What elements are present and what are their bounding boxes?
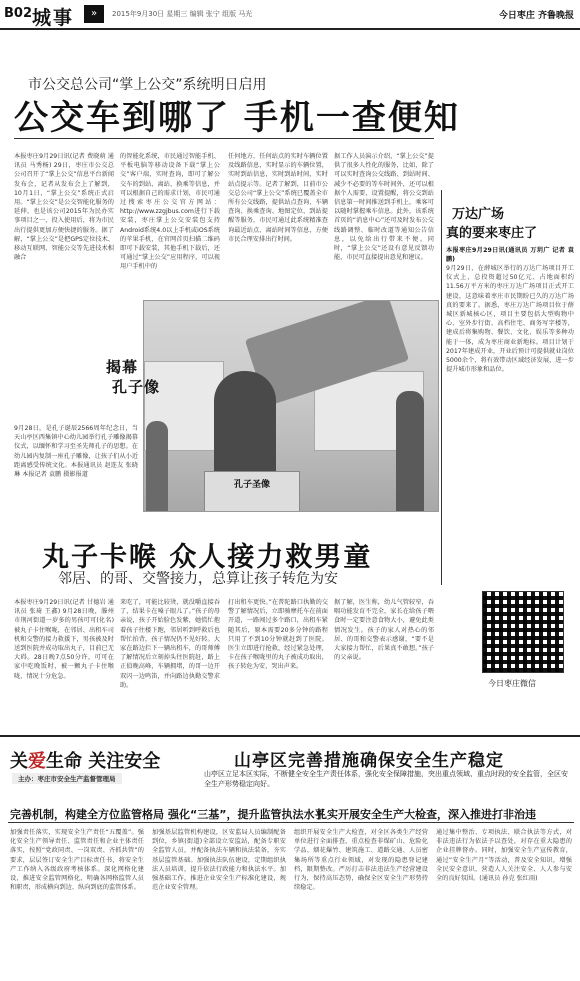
logo-pre: 关 xyxy=(10,751,28,772)
lead-column-1: 本报枣庄9月29日讯(记者 费晓萌 通讯员 马秀杨) 29日，枣庄市公交总公司召开了“掌上公交”信息平台新闻发布会，记者从发布会上了解到，10月1日，“掌上公交”系统正式启用。“掌上公交”是公交智能化服务的延伸，也是该公司2015年为民办实事项目之一，投入使用后，将为市民出行提供更加方便快捷的服务。据了解，“掌上公交”是把GPS定位技术、移动互联网、智能公交等先进技术相融合 xyxy=(14,153,114,262)
divider xyxy=(14,138,434,139)
safety-headline: 山亭区完善措施确保安全生产稳定 xyxy=(234,751,504,771)
confucius-statue-photo xyxy=(143,300,439,512)
photo-caption-title-2: 孔子像 xyxy=(112,378,161,396)
rescue-column-3: 打出租车更快。”在普陀路口执勤的交警了解情况后，立即骑摩托车在前面开道，一路闯过多个路口，出租车紧随其后，原本需要20多分钟的路程只用了不到10分钟就赶到了医院。医生立即进行抢救，经过紧急处理，卡在孩子喉咙里的丸子被成功取出，孩子转危为安，哭出声来。 xyxy=(228,599,328,671)
wanda-title-2: 真的要来枣庄了 xyxy=(446,226,538,241)
issue-meta: 2015年9月30日 星期三 编辑 张宁 组版 马光 xyxy=(112,10,253,18)
safety-deck: 山亭区立足本区实际，不断健全安全生产责任体系，强化安全保障措施，突出重点领域、重点时段的安全监管，全区安全生产形势稳定向好。 xyxy=(204,770,568,788)
divider xyxy=(441,190,442,585)
safety-subhead-3: 扎实开展安全生产大检查，深入推进打非治违 xyxy=(316,808,536,821)
logo-love: 爱 xyxy=(28,751,46,772)
lead-headline: 公交车到哪了 手机一查便知 xyxy=(14,98,460,138)
page-number: B02 xyxy=(4,6,32,21)
rescue-column-1: 本报枣庄9月29日讯(记者 甘德岩 通讯员 张琦 王鑫) 9月28日晚，滕州市荆河街道一岁多的男孩可可(化名)被丸子卡住喉咙，在邻居、出租车司机和交警的接力救援下，男孩被及时送到医院并成功取出丸子，目前已无大碍。28日晚7点50分许，可可在家中吃晚饭时，被一颗丸子卡住喉咙，情况十分危急。 xyxy=(14,599,114,680)
rescue-headline: 丸子卡喉 众人接力救男童 xyxy=(42,542,373,573)
rescue-column-4: 据了解，医生称，幼儿气管较窄，吞咽功能发育不完全，家长在给孩子喂食时一定要注意食物大小，避免此类情况发生。孩子的家人对热心的邻居、的哥和交警表示感谢，“要不是大家接力帮忙，后果真不敢想。”孩子的父亲说。 xyxy=(334,599,434,662)
safety-subhead-2: 强化“三基”，提升监管执法水平 xyxy=(168,808,326,821)
photo-caption-title-1: 揭幕 xyxy=(106,358,139,376)
section-title: 城事 xyxy=(32,7,75,29)
wanda-body: 9月29日，在薛城区举行的万达广场项目开工仪式上，总投资超过50亿元、占地面积约11.56万平方米的枣庄万达广场项目正式开工建设，这意味着枣庄市民期盼已久的万达广场真的要来了。据悉，枣庄万达广场项目位于薛城区新城核心区，项目主要包括大型购物中心、室外步行街、高档住宅、商务写字楼等，建成后将集购物、餐饮、文化、娱乐等多种功能于一体，成为枣庄商业新地标。项目计划于2017年建成开业，开业后预计可提供就业岗位5000余个，将有效带动区域经济发展，进一步提升城市形象和品位。 xyxy=(446,265,574,374)
divider xyxy=(8,822,574,823)
lead-column-2: 的智能化系统，市民通过智能手机、平板电脑等移动设备下载“掌上公交”客户端，实时查询，即可了解公交车的到站、离站、换乘等信息，并可以根据自己的需求计划，市民可通过搜索枣庄公交官方网站：http://www.zzgjbus.com进行下载安装，枣庄掌上公交安装包支持Android系统4.0以上手机或iOS系统的苹果手机，在官网首页扫描二维码即可下载安装，其他手机下载后，还可通过“掌上公交”应用程序，可以视用户手机中的 xyxy=(120,153,220,271)
chevron-right-icon: » xyxy=(84,5,104,23)
photo-caption: 9月28日，是孔子诞辰2566周年纪念日，当天山亭区西集镇中心幼儿园举行孔子雕像揭幕仪式，以缅怀和学习至圣先师孔子的思想。在幼儿园内复制一座孔子雕像，让孩子们从小近距离感受传统文化。本报通讯员 赵连友 张晓琳 本报记者 袁鹏 摄影报道 xyxy=(14,425,138,479)
wechat-qr-code[interactable] xyxy=(482,591,564,673)
page-header xyxy=(0,0,580,30)
rescue-subhead: 邻居、的哥、交警接力，总算让孩子转危为安 xyxy=(58,571,338,587)
qr-caption: 今日枣庄微信 xyxy=(488,679,536,688)
safety-column-4: 通过集中整治、专项执法、联合执法等方式，对非法违法行为依法予以查处，对存在重大隐患的企业挂牌督办。同时，加强安全生产宣传教育，通过“安全生产月”等活动，普及安全知识，增强全民安全意识，营造人人关注安全、人人参与安全的良好氛围。(通讯员 孙克 张红雨) xyxy=(436,829,572,883)
rescue-column-2: 来吃了，可能比较烫，就没嚼直接吞了，结果卡在嗓子眼儿了。”孩子的母亲说，孩子开始脸色发紫，她慌忙抱着孩子往楼下跑，邻居听到呼救后也帮忙拍背，孩子情况仍不见好转。大家在路边拦下一辆出租车，的哥师傅了解情况后立刻掉头往医院赶，路上正值晚高峰，车辆拥堵，的哥一边开双闪一边鸣笛，并向路边执勤交警求助。 xyxy=(120,599,220,689)
wanda-title-1: 万达广场 xyxy=(452,207,505,222)
newspaper-brand: 今日枣庄 齐鲁晚报 xyxy=(498,11,574,21)
safety-host: 主办：枣庄市安全生产监督管理局 xyxy=(12,773,122,784)
lead-column-3: 任何地方，任何站点的实时车辆位置及线路信息，实时显示的车辆位置，实时到站信息，实时到站时间，实时站点提示等。记者了解到，目前市公交总公司“掌上公交”系统已覆盖全市所有公交线路，提供站点查询、车辆查询、换乘查询、地图定位、到站提醒等服务，市民可通过此系统精准查询最近站点、离站时间等信息，方便市民合理安排出行时间。 xyxy=(228,153,328,243)
safety-column-2: 加强基层监管机构建设，区安监局人员编制配备到位，乡镇(街道)全部设立安监站，配备专职安全监管人员，并配备执法车辆和执法装备，夯实基层监管基础。加强执法队伍建设，定期组织执法人员培训，提升依法行政能力和执法水平。加强基础工作，推进企业安全生产标准化建设，规范企业安全管理。 xyxy=(152,829,286,892)
lead-column-4: 据工作人员演示介绍，“掌上公交”提供了很多人性化的服务，比如，除了可以实时查询公交线路、到站时间、减少不必要的等车时间外，还可以根据个人需要，设置提醒，将公交到站信息第一时间推送到手机上，乘客可以随时掌握乘车信息。此外，该系统首页的“消息中心”还可及时发布公交线路调整、临时改道等通知公告信息，以免给出行带来不便。同时，“掌上公交”还设有意见反馈功能，市民可直接提出意见和建议。 xyxy=(334,153,434,262)
statue-plaque: 孔子圣像 xyxy=(233,480,270,490)
safety-column-3: 组织开展安全生产大检查，对全区各类生产经营单位进行全面排查，重点检查非煤矿山、危险化学品、烟花爆竹、建筑施工、道路交通、人员密集场所等重点行业领域，对发现的隐患登记建档，限期整改。严厉打击非法违法生产经营建设行为，保持高压态势，确保全区安全生产形势持续稳定。 xyxy=(294,829,428,892)
safety-subhead-1: 完善机制，构建全方位监管格局 xyxy=(10,808,164,821)
wanda-byline: 本报枣庄9月29日讯(通讯员 万玥广 记者 袁鹏) xyxy=(446,247,574,264)
logo-rest: 生命 关注安全 xyxy=(46,751,161,772)
safety-logo xyxy=(10,747,160,773)
lead-kicker: 市公交总公司“掌上公交”系统明日启用 xyxy=(28,77,267,93)
safety-column-1: 加强责任落实，实现安全生产责任“五覆盖”。强化安全生产领导责任、监管责任和企业主体责任落实，按照“党政同责、一岗双责、齐抓共管”的要求，层层签订安全生产目标责任书，将安全生产工作纳入各级政府考核体系。深化网格化建设，推进安全监管网格化，明确各网格监管人员和职责，形成横向到边、纵向到底的监管体系。 xyxy=(10,829,144,892)
